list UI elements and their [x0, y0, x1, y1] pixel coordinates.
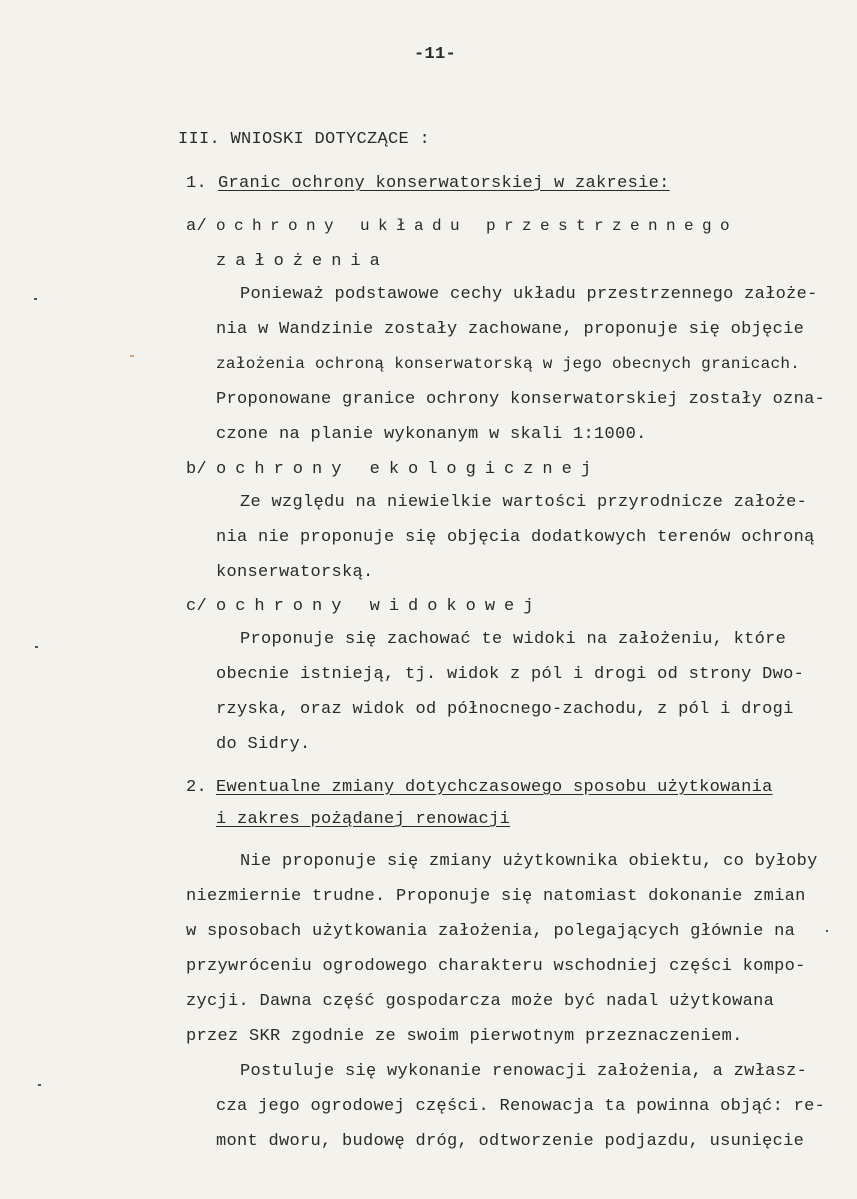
para2-line: cza jego ogrodowej części. Renowacja ta powinna objąć: re-: [216, 1097, 826, 1116]
b-text-line: konserwatorską.: [216, 563, 374, 582]
item1-number: 1.: [186, 174, 208, 193]
c-text-line: do Sidry.: [216, 735, 311, 754]
item2-title-line2: i zakres pożądanej renowacji: [216, 810, 511, 829]
c-label: c/: [186, 597, 208, 616]
para1-line: przez SKR zgodnie ze swoim pierwotnym przeznaczeniem.: [186, 1027, 743, 1046]
para2-line: Postuluje się wykonanie renowacji założenia, a zwłasz-: [240, 1062, 808, 1081]
para1-line: zycji. Dawna część gospodarcza może być nadal użytkowana: [186, 992, 775, 1011]
para1-line: w sposobach użytkowania założenia, polegających głównie na: [186, 922, 796, 941]
margin-speck: [38, 1084, 41, 1086]
b-text-line: nia nie proponuje się objęcia dodatkowych terenów ochroną: [216, 528, 815, 547]
a-text-line: Ponieważ podstawowe cechy układu przestrzennego założe-: [240, 285, 818, 304]
margin-speck: [34, 298, 37, 300]
c-text-line: rzyska, oraz widok od północnego-zachodu, z pól i drogi: [216, 700, 794, 719]
item2-number: 2.: [186, 778, 208, 797]
section-heading: III. WNIOSKI DOTYCZĄCE :: [178, 130, 431, 149]
a-heading-line2: założenia: [216, 252, 389, 271]
para1-line: Nie proponuje się zmiany użytkownika obiektu, co byłoby: [240, 852, 818, 871]
page-number: -11-: [414, 45, 457, 64]
a-text-line: nia w Wandzinie zostały zachowane, proponuje się objęcie: [216, 320, 805, 339]
para1-line: niezmiernie trudne. Proponuje się natomiast dokonanie zmian: [186, 887, 806, 906]
margin-speck: [35, 646, 38, 648]
c-text-line: Proponuje się zachować te widoki na założeniu, które: [240, 630, 787, 649]
a-text-line: czone na planie wykonanym w skali 1:1000.: [216, 425, 647, 444]
b-text-line: Ze względu na niewielkie wartości przyrodnicze założe-: [240, 493, 808, 512]
a-label: a/: [186, 217, 208, 236]
a-text-line: założenia ochroną konserwatorską w jego obecnych granicach.: [216, 355, 801, 373]
a-text-line: Proponowane granice ochrony konserwatorskiej zostały ozna-: [216, 390, 826, 409]
item2-title-line1: Ewentualne zmiany dotychczasowego sposobu użytkowania: [216, 778, 773, 797]
para1-line: przywróceniu ogrodowego charakteru wschodniej części kompo-: [186, 957, 806, 976]
margin-speck: [130, 355, 134, 357]
item1-title: Granic ochrony konserwatorskiej w zakresie:: [218, 174, 670, 193]
c-heading: ochrony widokowej: [216, 597, 543, 616]
b-label: b/: [186, 460, 208, 479]
a-heading-line1: ochrony układu przestrzennego: [216, 217, 739, 235]
b-heading: ochrony ekologicznej: [216, 460, 601, 479]
margin-speck: [826, 930, 828, 932]
para2-line: mont dworu, budowę dróg, odtworzenie podjazdu, usunięcie: [216, 1132, 805, 1151]
c-text-line: obecnie istnieją, tj. widok z pól i drogi od strony Dwo-: [216, 665, 805, 684]
